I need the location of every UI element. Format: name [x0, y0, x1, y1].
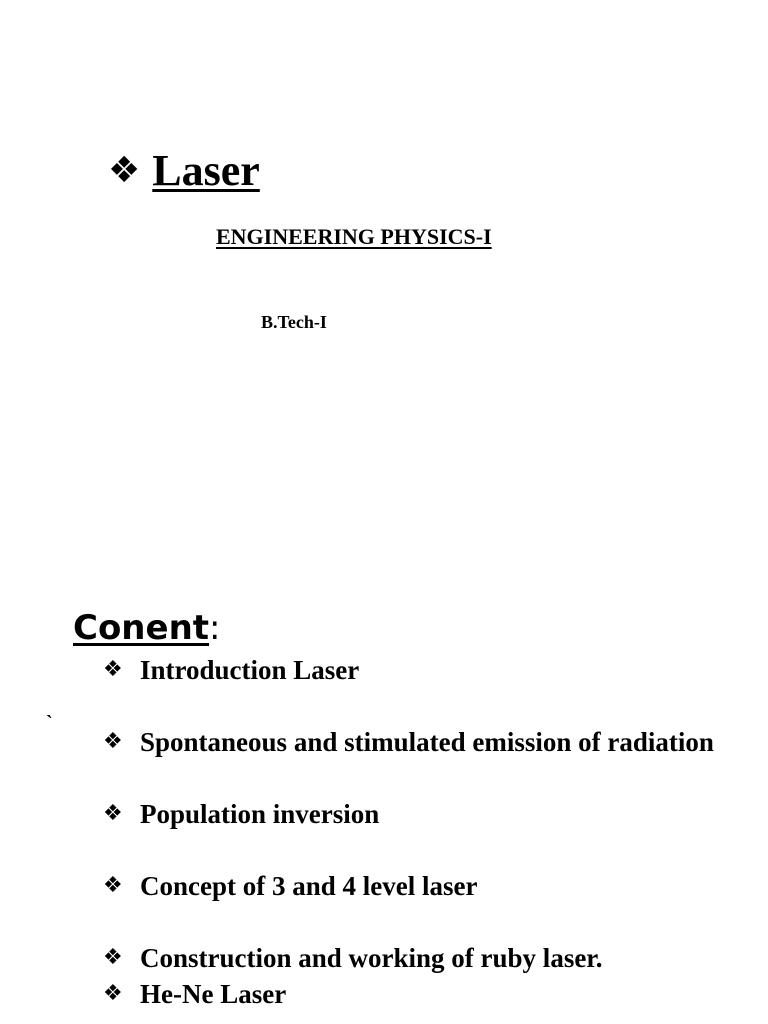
list-item-text: Concept of 3 and 4 level laser — [140, 871, 478, 901]
list-item — [103, 868, 723, 904]
diamond-bullet-icon: ❖ — [103, 657, 123, 682]
title-row — [108, 146, 260, 196]
course-label: B.Tech-I — [261, 312, 327, 332]
diamond-bullet-icon: ❖ — [103, 801, 123, 826]
diamond-bullet-icon: ❖ — [103, 729, 123, 754]
content-list — [103, 652, 723, 1024]
list-item-text: Introduction Laser — [140, 655, 360, 685]
diamond-bullet-icon: ❖ — [103, 873, 123, 898]
list-item-text: He-Ne Laser — [140, 979, 287, 1009]
list-item — [103, 940, 723, 976]
diamond-bullet-icon: ❖ — [103, 981, 123, 1006]
content-heading — [73, 604, 221, 652]
list-item-text: Population inversion — [140, 799, 380, 829]
list-item — [103, 976, 723, 1012]
diamond-bullet-icon: ❖ — [103, 945, 123, 970]
list-item — [103, 652, 723, 688]
page-title: Laser — [152, 146, 260, 195]
content-heading-colon: : — [209, 608, 221, 648]
list-item-text: Construction and working of ruby laser. — [140, 943, 603, 973]
content-heading-text: Conent — [73, 608, 210, 648]
list-item-text: Spontaneous and stimulated emission of radiation — [140, 727, 714, 757]
diamond-bullet-icon: ❖ — [108, 150, 141, 191]
list-item — [103, 724, 723, 760]
subject-title: ENGINEERING PHYSICS-I — [216, 224, 492, 249]
list-item — [103, 796, 723, 832]
stray-mark: ` — [46, 712, 53, 734]
